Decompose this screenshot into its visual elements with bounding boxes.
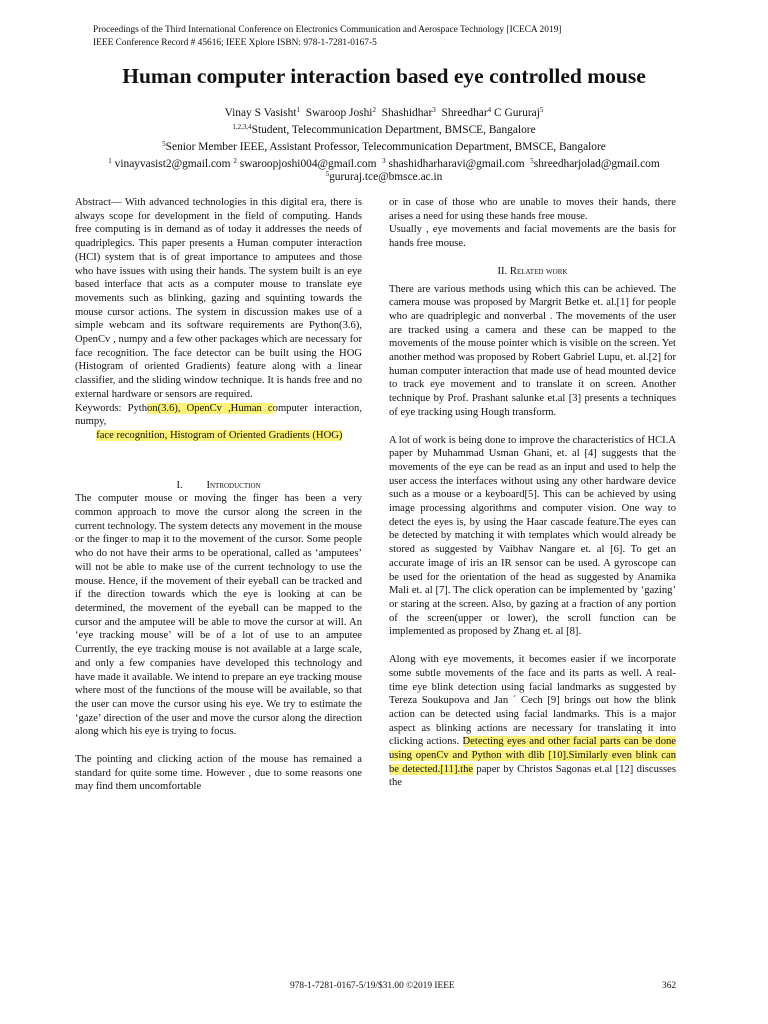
- section-number: II.: [497, 265, 508, 277]
- right-column: [389, 196, 676, 790]
- section-heading-introduction: [75, 479, 362, 493]
- introduction-paragraph-3: or in case of those who are unable to moves their hands, there arises a need for using these hands free mouse.: [389, 197, 676, 222]
- highlighted-text: Detecting eyes and other facial parts can be done using openCv and Python with dlib [10].Similarly even blink can be detected.[11].the: [389, 736, 676, 775]
- affiliation-professor: [0, 140, 768, 154]
- section-title: Introduction: [206, 479, 261, 491]
- keywords-text: Keywords: Pyth: [75, 402, 147, 414]
- section-title: Related work: [509, 265, 568, 277]
- section-heading-related-work: [389, 265, 676, 279]
- author-email: vinayvasist2@gmail.com: [114, 158, 231, 170]
- paper-title: Human computer interaction based eye controlled mouse: [122, 64, 646, 88]
- left-column: [75, 196, 362, 794]
- author-name: Shashidhar: [381, 107, 433, 119]
- keywords-line2: [75, 429, 362, 443]
- email-sup: 5: [530, 157, 534, 165]
- author-sup: 4: [487, 106, 492, 114]
- keywords: [75, 402, 362, 429]
- affiliation-text: Student, Telecommunication Department, BMSCE, Bangalore: [251, 124, 536, 136]
- paragraph-text: paper by Christos Sagonas et.al [12] discusses the: [389, 763, 676, 789]
- author-sup: 1: [296, 106, 300, 114]
- page-number: 362: [662, 981, 677, 991]
- email-sup: 3: [382, 157, 386, 165]
- email-sup: 1: [108, 157, 112, 165]
- author-email: shashidharharavi@gmail.com: [388, 158, 525, 170]
- affiliation-sup: 1,2,3,4: [232, 123, 252, 131]
- related-work-paragraph-1: There are various methods using which this can be achieved. The camera mouse was proposed by Margrit Betke et. al.[1] for people who are quadriplegic and nonverbal . The movements of the user are tracked using a camera and these can be mapped to the movements of the mouse pointer which is visible on the screen. Yet another method was proposed by Robert Gabriel Lupu, et. al.[2] for human computer interaction that made use of head mounted device to track eye movement and to translate it on screen. Another technique by Prof. Prashant salunke et.al [3] presents a techniques of eye tracking using Hough transform.: [389, 283, 676, 418]
- author-name: Vinay S Vasisht: [224, 107, 297, 119]
- author-email: gururaj.tce@bmsce.ac.in: [329, 171, 443, 183]
- author-names: [0, 106, 768, 120]
- affiliation-text: Senior Member IEEE, Assistant Professor, Telecommunication Department, BMSCE, Bangalore: [165, 141, 606, 153]
- author-name: C Gururaj: [494, 107, 540, 119]
- author-email-5: [0, 170, 768, 184]
- email-sup: 2: [233, 157, 237, 165]
- section-number: I.: [176, 479, 183, 491]
- email-sup: 5: [325, 170, 330, 178]
- keywords-text: omputer interaction, numpy,: [75, 402, 362, 428]
- affiliation-sup: 5: [162, 140, 166, 148]
- keywords-highlight: on(3.6), OpenCv ,Human c: [147, 402, 273, 414]
- author-sup: 3: [432, 106, 436, 114]
- abstract: Abstract— With advanced technologies in this digital era, there is always scope for development in the field of computing. Hands free computing is in demand as of today it addresses the needs of quadriplegics. This paper presents a Human computer interaction (HCI) system that is of great importance to amputees and those who have issues with using their hands. The system built is an eye based interface that acts as a computer mouse to translate eye movements such as blinking, gazing and squinting towards the mouse cursor actions. The system in discussion makes use of a simple webcam and its software requirements are Python(3.6), OpenCv , numpy and a few other packages which are necessary for face recognition. The face detector can be built using the HOG (Histogram of oriented Gradients) feature along with a linear classifier, and the sliding window technique. It is hands free and no external hardware or sensors are required.: [75, 197, 362, 400]
- author-name: Shreedhar: [441, 107, 488, 119]
- introduction-paragraph-4: Usually , eye movements and facial movements are the basis for hands free mouse.: [389, 224, 676, 250]
- author-email: shreedharjolad@gmail.com: [533, 158, 660, 170]
- author-name: Swaroop Joshi: [305, 107, 373, 119]
- introduction-paragraph-1: The computer mouse or moving the finger has been a very common approach to move the cursor along the screen in the current technology. The system detects any movement in the mouse or the finger to map it to the movement of the cursor. Some people who do not have their arms to be operational, called as ‘amputees’ will not be able to make use of the current technology to use the mouse. Hence, if the movement of their eyeball can be tracked and if the direction towards which the eye is looking at can be determined, the movement of the eyeball can be mapped to the cursor and the amputee will be able to move the cursor at will. An ‘eye tracking mouse’ will be of a lot of use to an amputee Currently, the eye tracking mouse is not available at a large scale, and only a few companies have developed this technology and have made it available. We intend to prepare an eye tracking mouse where most of the functions of the mouse will be available, so that the user can move the cursor using his eye. We try to estimate the ‘gaze’ direction of the user and move the cursor along the direction along which his eye is trying to focus.: [75, 493, 362, 738]
- introduction-paragraph-2: The pointing and clicking action of the mouse has remained a standard for quite some time. However , due to some reasons one may find them uncomfortable: [75, 754, 362, 793]
- author-sup: 2: [372, 106, 376, 114]
- author-email: swaroopjoshi004@gmail.com: [239, 158, 377, 170]
- related-work-paragraph-3: [389, 653, 676, 790]
- author-emails: [0, 157, 768, 171]
- paragraph-text: Along with eye movements, it becomes easier if we incorporate some subtle movements of the face and its parts as well. A real-time eye blink detection using facial landmarks as suggested by Tereza Soukupova and Jan ´ Cech [9] brings out how the blink action can be detected using facial landmarks. This is a major aspect as blinking actions are necessary for translating it into clicking actions.: [389, 654, 676, 748]
- conference-header-line2: IEEE Conference Record # 45616; IEEE Xplore ISBN: 978-1-7281-0167-5: [93, 38, 377, 48]
- related-work-paragraph-2: A lot of work is being done to improve the characteristics of HCI.A paper by Muhammad Usman Ghani, et. al [4] suggests that the movements of the eye can be read as an input and used to help the user access the interfaces without using any other hardware device such as a mouse or a keyboard[5]. This can be achieved by using image processing algorithms and computer vision. One way to detect the eyes is, by using the Haar cascade feature.The eyes can be detected by matching it with templates which would already be stored as suggested by Vaibhav Nangare et. al [6]. To get an accurate image of iris an IR sensor can be used. A gyroscope can be used for the orientation of the head as suggested by Anamika Mali et. al [7]. The click operation can be implemented by ‘gazing’ or staring at the screen. Also, by gazing at a fraction of any portion of the screen(upper or lower), the scroll function can be implemented as proposed by Zhang et. al [8].: [389, 434, 676, 638]
- author-sup: 5: [539, 106, 544, 114]
- footer-copyright: 978-1-7281-0167-5/19/$31.00 ©2019 IEEE: [290, 981, 455, 991]
- affiliation-students: [0, 123, 768, 137]
- conference-header-line1: Proceedings of the Third International Conference on Electronics Communication and Aerospace Technology [ICECA 2019]: [93, 25, 562, 35]
- keywords-highlight: face recognition, Histogram of Oriented Gradients (HOG): [96, 429, 343, 441]
